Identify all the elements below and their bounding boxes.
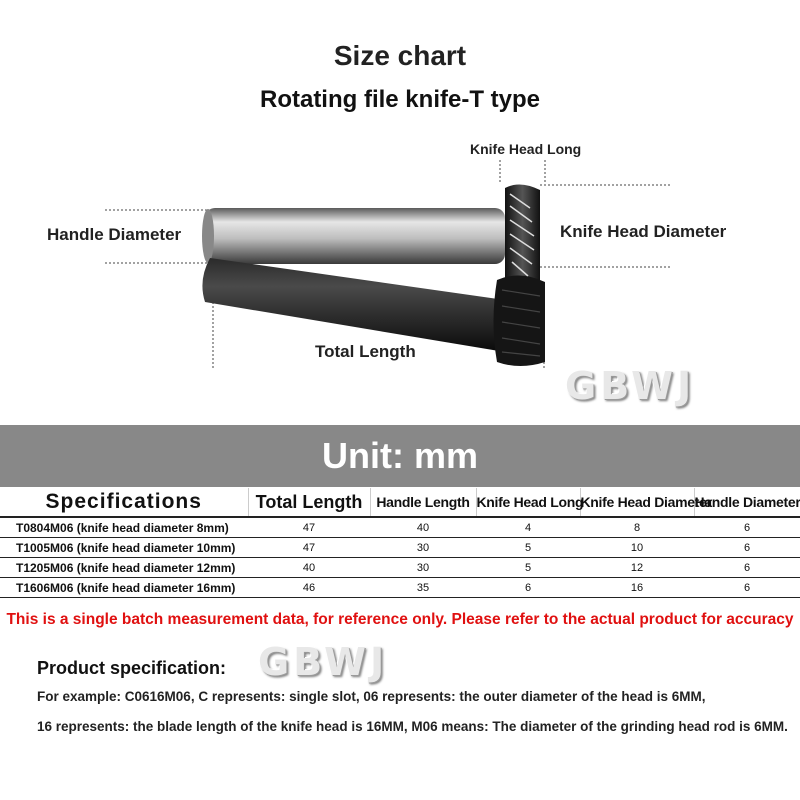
header-knife-head-long: Knife Head Long [476, 488, 580, 517]
table-row [0, 578, 800, 598]
header-handle-length: Handle Length [370, 488, 476, 517]
table-row [0, 558, 800, 578]
cell-total-length: 40 [248, 558, 370, 578]
cell-specification: T1205M06 (knife head diameter 12mm) [0, 558, 248, 578]
cell-handle-length: 30 [370, 538, 476, 558]
cell-total-length: 46 [248, 578, 370, 598]
cell-specification: T1005M06 (knife head diameter 10mm) [0, 538, 248, 558]
dimension-guides [105, 160, 670, 370]
table-header-row [0, 488, 800, 517]
total-length-label: Total Length [315, 342, 416, 361]
unit-banner: Unit: mm [0, 425, 800, 487]
reference-note: This is a single batch measurement data, for reference only. Please refer to the actual product for accuracy [6, 611, 794, 628]
watermark-logo: GBWJ [565, 364, 696, 408]
cell-handle-diameter: 6 [694, 558, 800, 578]
cell-knife-head-long: 5 [476, 558, 580, 578]
table-row [0, 517, 800, 538]
cell-knife-head-diameter: 10 [580, 538, 694, 558]
cell-handle-length: 35 [370, 578, 476, 598]
cell-knife-head-diameter: 16 [580, 578, 694, 598]
product-spec-line-1: For example: C0616M06, C represents: single slot, 06 represents: the outer diameter of the head is 6MM, [37, 689, 706, 704]
black-rod [202, 258, 505, 352]
product-spec-line-2: 16 represents: the blade length of the knife head is 16MM, M06 means: The diameter of the grinding head rod is 6MM. [37, 719, 788, 734]
header-handle-diameter: Handle Diameter [694, 488, 800, 517]
cell-handle-diameter: 6 [694, 538, 800, 558]
cell-handle-diameter: 6 [694, 517, 800, 538]
product-spec-heading: Product specification: [37, 658, 227, 678]
cell-knife-head-diameter: 12 [580, 558, 694, 578]
silver-cutter-head [505, 184, 540, 284]
page-subtitle: Rotating file knife-T type [259, 86, 540, 113]
cell-total-length: 47 [248, 517, 370, 538]
watermark-logo-2: GBWJ [258, 640, 389, 684]
black-cutter-head [494, 275, 546, 366]
spec-table [0, 488, 800, 598]
knife-head-diameter-label: Knife Head Diameter [560, 222, 727, 241]
header-total-length: Total Length [248, 488, 370, 517]
knife-head-long-label: Knife Head Long [470, 141, 582, 157]
cell-handle-length: 40 [370, 517, 476, 538]
cell-knife-head-diameter: 8 [580, 517, 694, 538]
page-title: Size chart [333, 40, 467, 71]
cell-knife-head-long: 5 [476, 538, 580, 558]
cell-specification: T1606M06 (knife head diameter 16mm) [0, 578, 248, 598]
cell-specification: T0804M06 (knife head diameter 8mm) [0, 517, 248, 538]
cell-handle-diameter: 6 [694, 578, 800, 598]
handle-diameter-label: Handle Diameter [47, 225, 182, 244]
cell-total-length: 47 [248, 538, 370, 558]
header-knife-head-diameter: Knife Head Diameter [580, 488, 694, 517]
cell-knife-head-long: 4 [476, 517, 580, 538]
cell-handle-length: 30 [370, 558, 476, 578]
silver-rod [202, 208, 505, 264]
table-row [0, 538, 800, 558]
header-specifications: Specifications [0, 488, 248, 517]
cell-knife-head-long: 6 [476, 578, 580, 598]
